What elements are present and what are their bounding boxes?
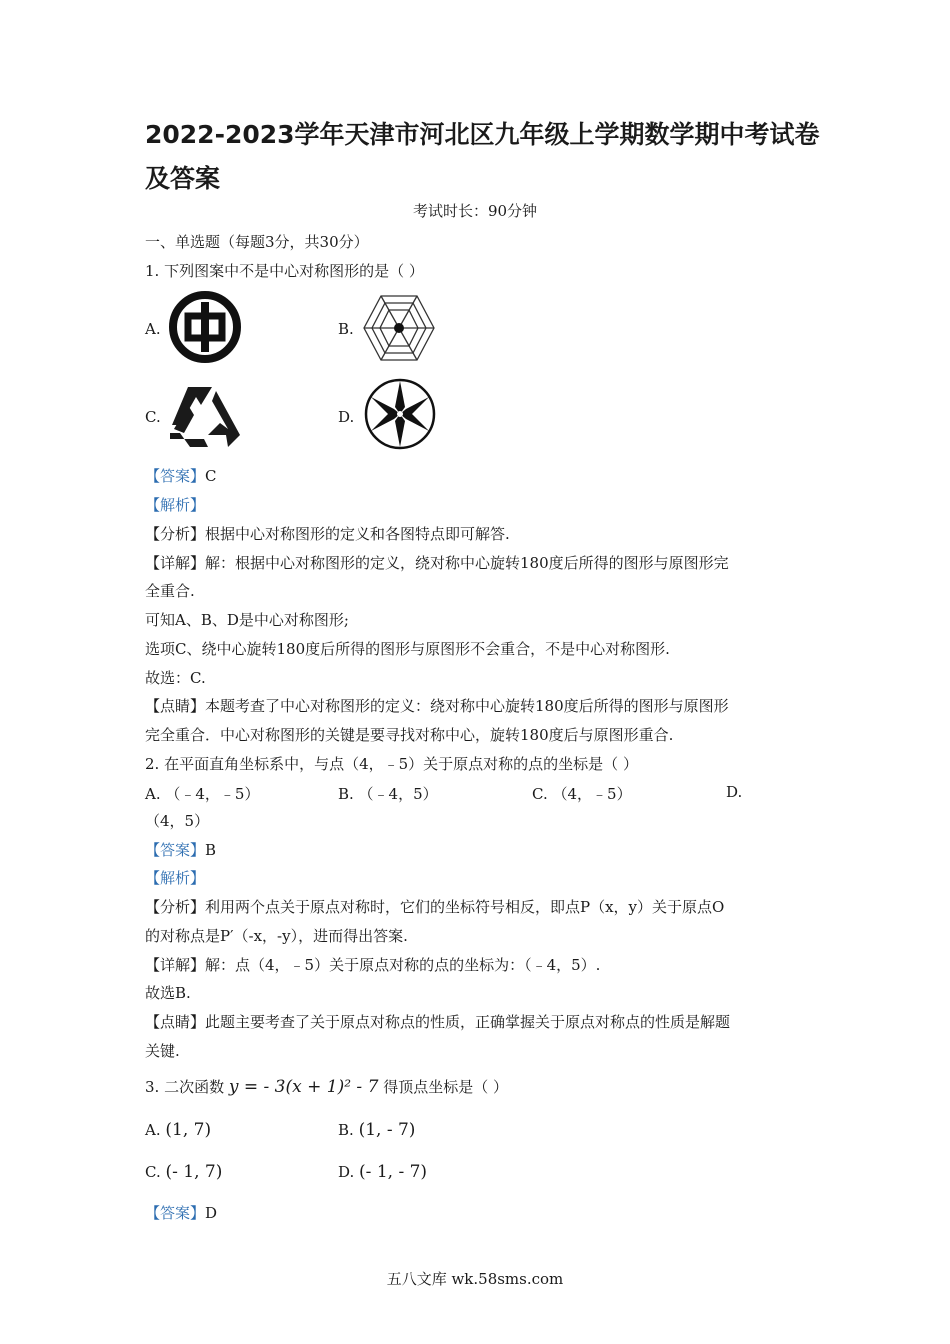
q3-stem-prefix: 3. 二次函数 xyxy=(145,1078,225,1096)
q1-line: 完全重合．中心对称图形的关键是要寻找对称中心，旋转180度后与原图形重合. xyxy=(145,726,674,744)
q3-option-a-value: (1, 7) xyxy=(165,1120,212,1140)
q1-line: 故选：C. xyxy=(145,669,206,687)
q2-answer-value: B xyxy=(205,841,217,859)
q2-option-c: C. （4，﹣5） xyxy=(532,785,632,803)
q1-line: 全重合. xyxy=(145,582,195,600)
q2-line: 的对称点是P′（-x，-y），进而得出答案. xyxy=(145,927,408,945)
q1-answer xyxy=(145,466,217,486)
q1-option-c-label: C. xyxy=(145,408,161,426)
q2-line: 关键. xyxy=(145,1042,180,1060)
q1-option-a-label: A. xyxy=(145,320,161,338)
q2-option-a: A. （﹣4，﹣5） xyxy=(145,785,260,803)
q3-option-c xyxy=(145,1162,222,1182)
q2-line: 故选B. xyxy=(145,984,191,1002)
q2-line: 【分析】利用两个点关于原点对称时，它们的坐标符号相反，即点P（x，y）关于原点O xyxy=(145,898,725,916)
footer-watermark: 五八文库 wk.58sms.com xyxy=(386,1270,564,1288)
q2-answer xyxy=(145,840,216,860)
q3-option-d-value: (- 1, - 7) xyxy=(359,1162,428,1182)
q3-answer-value: D xyxy=(205,1204,218,1222)
q3-stem-suffix: 得顶点坐标是（ ） xyxy=(383,1078,508,1096)
q1-line: 【详解】解：根据中心对称图形的定义，绕对称中心旋转180度后所得的图形与原图形完 xyxy=(145,554,729,572)
section-heading: 一、单选题（每题3分，共30分） xyxy=(145,233,369,251)
coin-pattern-icon xyxy=(168,290,242,364)
q1-answer-value: C xyxy=(205,467,217,485)
exam-duration: 考试时长：90分钟 xyxy=(412,202,538,220)
hexagon-web-icon xyxy=(362,293,436,363)
q2-option-b: B. （﹣4，5） xyxy=(338,785,438,803)
q3-option-c-label: C. xyxy=(145,1163,161,1181)
q2-option-d-value: （4，5） xyxy=(145,812,210,830)
q3-option-b-value: (1, - 7) xyxy=(358,1120,416,1140)
recycle-triangle-icon xyxy=(168,385,242,450)
q2-analysis-tag: 【解析】 xyxy=(145,869,206,887)
q3-option-c-value: (- 1, 7) xyxy=(165,1162,223,1182)
q1-analysis-tag: 【解析】 xyxy=(145,496,206,514)
q1-option-d-label: D. xyxy=(338,408,355,426)
q3-answer xyxy=(145,1203,217,1223)
q1-stem: 1. 下列图案中不是中心对称图形的是（ ） xyxy=(145,262,424,280)
q3-stem xyxy=(145,1077,508,1097)
q3-option-a-label: A. xyxy=(145,1121,161,1139)
q3-option-b xyxy=(338,1120,415,1140)
q1-line: 【分析】根据中心对称图形的定义和各图特点即可解答. xyxy=(145,525,510,543)
q1-line: 可知A、B、D是中心对称图形; xyxy=(145,611,349,629)
document-title: 2022-2023学年天津市河北区九年级上学期数学期中考试卷及答案 xyxy=(145,120,820,193)
q2-line: 【详解】解：点（4，﹣5）关于原点对称的点的坐标为：（﹣4，5）. xyxy=(145,956,601,974)
answer-tag: 【答案】 xyxy=(145,1204,206,1222)
q2-line: 【点睛】此题主要考查了关于原点对称点的性质，正确掌握关于原点对称点的性质是解题 xyxy=(145,1013,731,1031)
answer-tag: 【答案】 xyxy=(145,467,206,485)
q3-formula: y = - 3(x + 1)² - 7 xyxy=(228,1077,379,1097)
q2-option-d: D. xyxy=(726,783,743,801)
q1-line: 【点睛】本题考查了中心对称图形的定义：绕对称中心旋转180度后所得的图形与原图形 xyxy=(145,697,729,715)
q2-stem: 2. 在平面直角坐标系中，与点（4，﹣5）关于原点对称的点的坐标是（ ） xyxy=(145,755,638,773)
q3-option-d xyxy=(338,1162,427,1182)
six-point-star-icon xyxy=(363,377,437,451)
q3-option-a xyxy=(145,1120,211,1140)
q1-line: 选项C、绕中心旋转180度后所得的图形与原图形不会重合，不是中心对称图形. xyxy=(145,640,670,658)
q1-option-b-label: B. xyxy=(338,320,354,338)
q3-option-d-label: D. xyxy=(338,1163,355,1181)
q3-option-b-label: B. xyxy=(338,1121,354,1139)
answer-tag: 【答案】 xyxy=(145,841,206,859)
